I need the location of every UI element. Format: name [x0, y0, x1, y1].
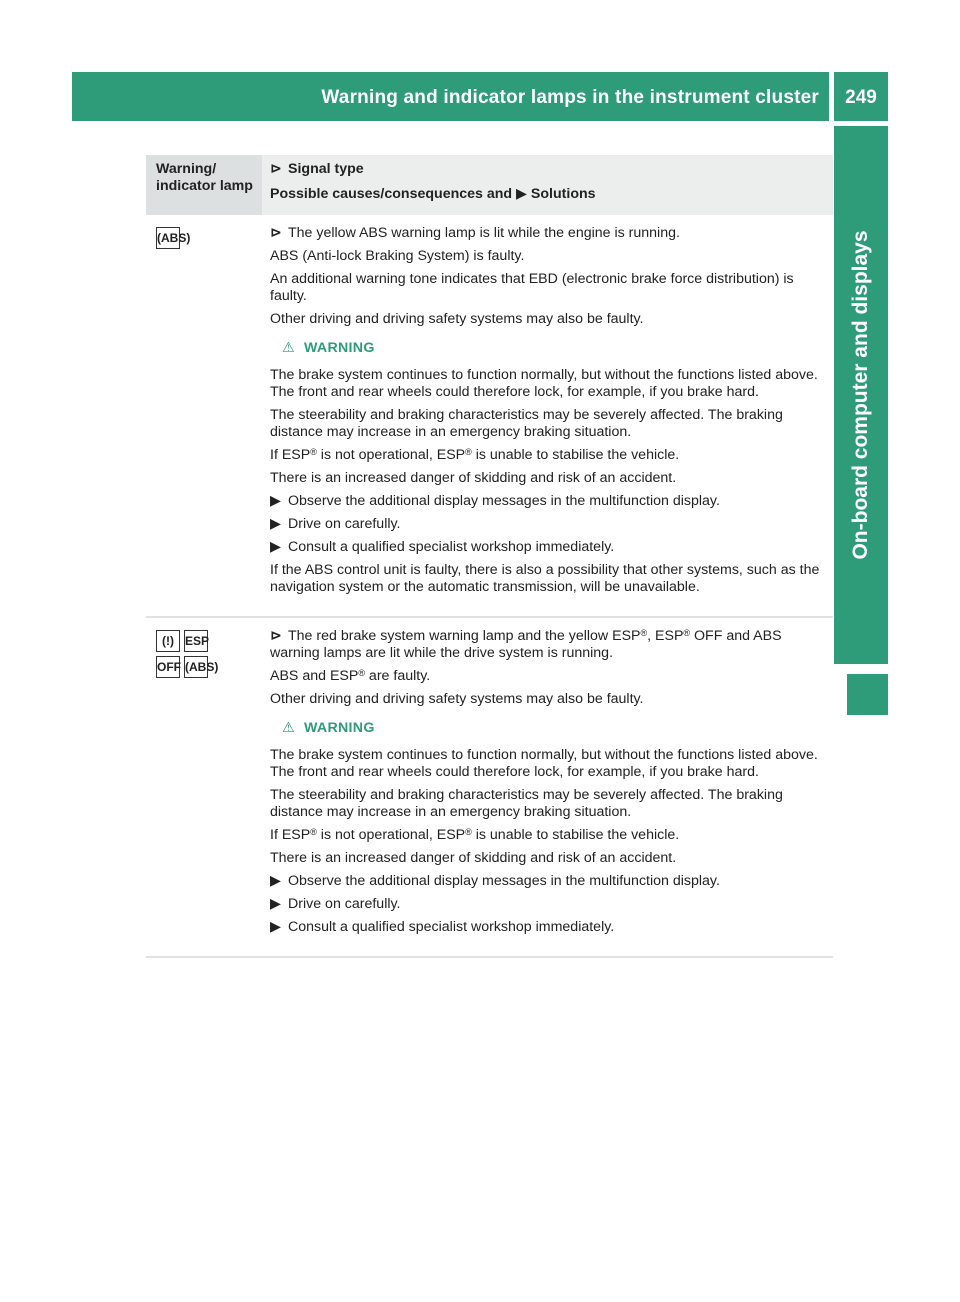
chapter-marker [847, 674, 888, 715]
warning-triangle-icon: ⚠ [282, 720, 296, 736]
cause-line: Other driving and driving safety systems may also be faulty. [270, 691, 644, 707]
page-title: Warning and indicator lamps in the instrument cluster [321, 87, 819, 108]
action-item: ▶ Consult a qualified specialist workshop immediately. [270, 539, 615, 555]
action-arrow-icon: ▶ [516, 186, 527, 202]
esp-line: If ESP® is not operational, ESP® is unable to stabilise the vehicle. [270, 447, 680, 463]
action-item: ▶ Drive on carefully. [270, 896, 401, 912]
lamp-cell [146, 215, 262, 617]
cause-line: Other driving and driving safety systems may also be faulty. [270, 311, 644, 327]
action-item: ▶ Consult a qualified specialist workshop immediately. [270, 919, 615, 935]
warning-heading: ⚠ WARNING [282, 340, 375, 356]
chapter-title: On-board computer and displays [849, 230, 872, 560]
action-arrow-icon: ▶ [270, 896, 281, 912]
warning-text: The brake system continues to function normally, but without the functions listed above. The front and rear wheels could therefore lock, for example, if you brake hard. [270, 747, 818, 780]
warning-triangle-icon: ⚠ [282, 340, 296, 356]
esp-lamp-icon: ESP [184, 630, 208, 652]
cause-line: ABS and ESP® are faulty. [270, 668, 431, 684]
esp-line: If ESP® is not operational, ESP® is unable to stabilise the vehicle. [270, 827, 680, 843]
final-note: If the ABS control unit is faulty, there is also a possibility that other systems, such as the navigation system or the automatic transmission, will be unavailable. [270, 562, 820, 595]
risk-line: There is an increased danger of skidding and risk of an accident. [270, 850, 677, 866]
abs-warning-lamp-icon: (ABS) [156, 227, 180, 249]
warning-heading: ⚠ WARNING [282, 720, 375, 736]
table-row [146, 617, 833, 957]
esp-off-lamp-icon: OFF [156, 656, 180, 678]
cause-line: An additional warning tone indicates that EBD (electronic brake force distribution) is faulty. [270, 271, 794, 304]
warning-text: The steerability and braking characteristics may be severely affected. The braking distance may increase in an emergency braking situation. [270, 787, 783, 820]
signal-column-header: ⊳ Signal type Possible causes/consequences and ▶ Solutions [262, 155, 833, 215]
action-arrow-icon: ▶ [270, 919, 281, 935]
action-item: ▶ Drive on carefully. [270, 516, 401, 532]
lamp-column-header: Warning/ indicator lamp [146, 155, 262, 215]
action-arrow-icon: ▶ [270, 873, 281, 889]
page-number-box [834, 72, 888, 121]
signal-line: ⊳ The yellow ABS warning lamp is lit while the engine is running. [270, 225, 680, 241]
action-arrow-icon: ▶ [270, 516, 281, 532]
signal-icon: ⊳ [270, 628, 282, 644]
brake-warning-lamp-icon: (!) [156, 630, 180, 652]
page-number: 249 [845, 87, 877, 108]
chapter-side-tab [834, 126, 888, 664]
page-header [72, 72, 829, 121]
action-item: ▶ Observe the additional display messages in the multifunction display. [270, 493, 720, 509]
abs-warning-lamp-icon: (ABS) [184, 656, 208, 678]
warning-text: The brake system continues to function normally, but without the functions listed above. The front and rear wheels could therefore lock, for example, if you brake hard. [270, 367, 818, 400]
action-item: ▶ Observe the additional display messages in the multifunction display. [270, 873, 720, 889]
description-cell [262, 215, 833, 617]
table-header [146, 155, 833, 215]
signal-icon: ⊳ [270, 161, 282, 177]
signal-line: ⊳ The red brake system warning lamp and the yellow ESP®, ESP® OFF and ABS warning lamps are lit while the drive system is running. [270, 628, 782, 661]
warning-lamp-table [146, 155, 833, 958]
lamp-cell [146, 617, 262, 957]
table-row [146, 215, 833, 617]
description-cell [262, 617, 833, 957]
signal-icon: ⊳ [270, 225, 282, 241]
lamp-icon-grid [156, 630, 262, 678]
warning-text: The steerability and braking characteristics may be severely affected. The braking distance may increase in an emergency braking situation. [270, 407, 783, 440]
cause-line: ABS (Anti-lock Braking System) is faulty. [270, 248, 525, 264]
action-arrow-icon: ▶ [270, 493, 281, 509]
risk-line: There is an increased danger of skidding and risk of an accident. [270, 470, 677, 486]
action-arrow-icon: ▶ [270, 539, 281, 555]
